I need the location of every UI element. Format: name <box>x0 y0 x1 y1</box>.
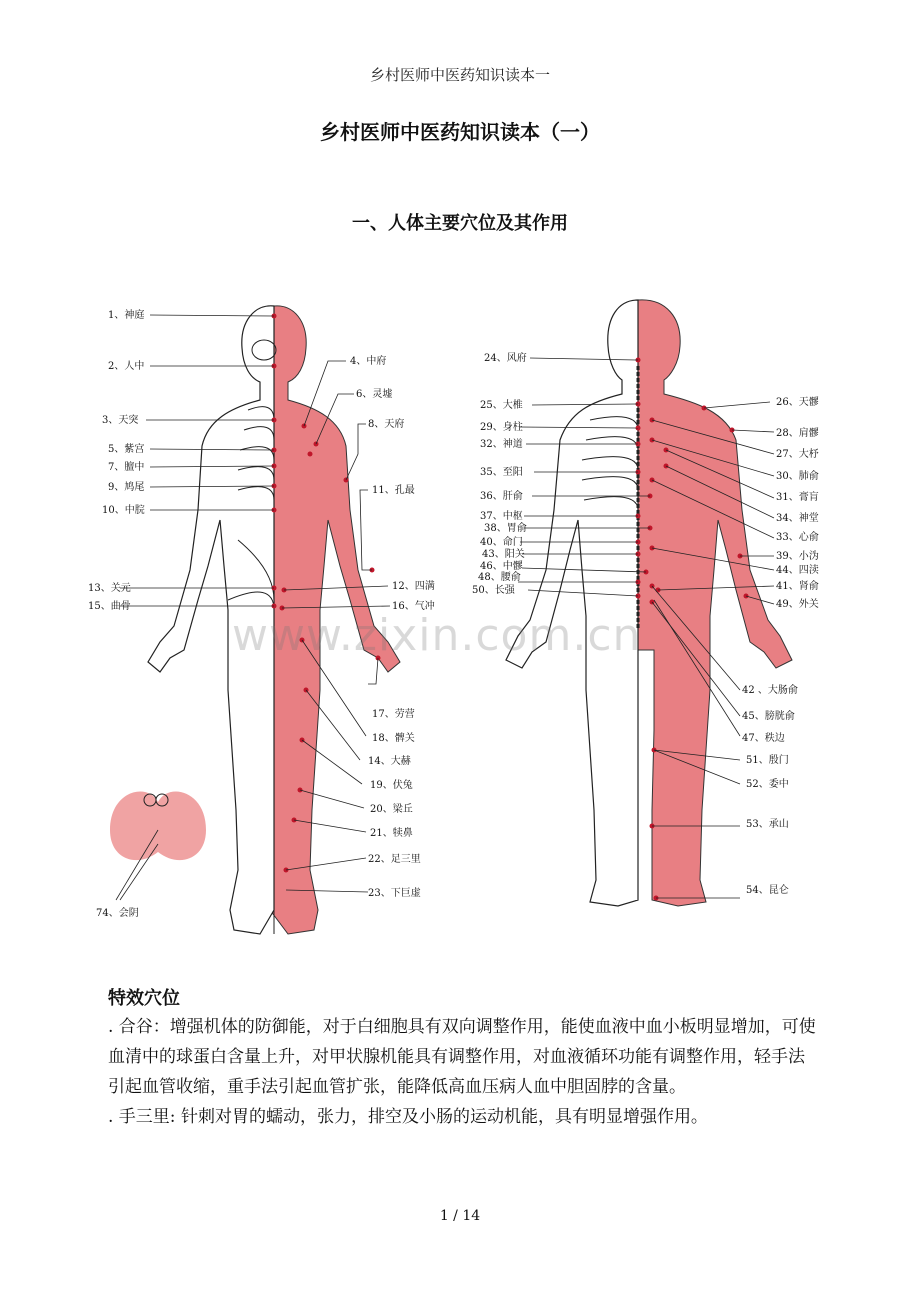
back-label: 50、长强 <box>472 585 515 596</box>
back-label: 54、昆仑 <box>746 885 789 896</box>
back-label: 40、命门 <box>480 537 523 548</box>
back-label: 42 、大肠俞 <box>742 685 798 696</box>
front-label: 5、紫宫 <box>108 444 145 455</box>
front-label: 2、人中 <box>108 361 145 372</box>
back-label: 24、风府 <box>484 353 527 364</box>
watermark: www.zixin.com.cn <box>232 610 642 661</box>
back-label: 36、肝俞 <box>480 491 523 502</box>
back-label: 30、肺俞 <box>776 471 819 482</box>
front-label: 12、四满 <box>392 581 435 592</box>
back-label: 47、秩边 <box>742 733 785 744</box>
back-label: 25、大椎 <box>480 400 523 411</box>
back-acupoint-figure <box>470 270 838 946</box>
back-label: 26、天髎 <box>776 397 819 408</box>
front-label: 19、伏兔 <box>370 780 413 791</box>
front-label: 10、中脘 <box>102 505 145 516</box>
back-label: 37、中枢 <box>480 511 523 522</box>
back-label: 38、胃俞 <box>484 523 527 534</box>
back-label: 34、神堂 <box>776 513 819 524</box>
back-label: 41、肾俞 <box>776 581 819 592</box>
front-label: 8、天府 <box>368 419 405 430</box>
back-label: 33、心俞 <box>776 532 819 543</box>
front-label: 4、中府 <box>350 356 387 367</box>
back-label: 51、殷门 <box>746 755 789 766</box>
back-label: 52、委中 <box>746 779 789 790</box>
special-points-heading: 特效穴位 <box>108 988 180 1009</box>
front-label: 16、气冲 <box>392 601 435 612</box>
back-label: 45、膀胱俞 <box>742 711 795 722</box>
back-label: 49、外关 <box>776 599 819 610</box>
front-label: 17、劳营 <box>372 709 415 720</box>
document-title: 乡村医师中医药知识读本（一） <box>320 120 600 144</box>
back-label: 43、阳关 <box>482 549 525 560</box>
back-label: 28、肩髎 <box>776 428 819 439</box>
front-inset-label: 74、会阴 <box>96 908 139 919</box>
front-label: 11、孔最 <box>372 485 415 496</box>
special-points-body <box>108 1012 816 1132</box>
back-body-diagram <box>470 270 838 946</box>
front-label: 22、足三里 <box>368 854 421 865</box>
running-header: 乡村医师中医药知识读本一 <box>369 66 550 84</box>
back-label: 29、身柱 <box>480 422 523 433</box>
back-label: 32、神道 <box>480 439 523 450</box>
back-label: 53、承山 <box>746 819 789 830</box>
paragraph-hegu: . 合谷：增强机体的防御能，对于白细胞具有双向调整作用，能使血液中血小板明显增加，可使血清中的球蛋白含量上升，对甲状腺机能具有调整作用，对血液循环功能有调整作用，轻手法引起血管收缩，重手法引起血管扩张，能降低高血压病人血中胆固脖的含量。 <box>108 1017 816 1097</box>
front-label: 7、膻中 <box>108 462 145 473</box>
front-label: 6、灵墟 <box>356 389 393 400</box>
front-label: 15、曲骨 <box>88 601 131 612</box>
front-label: 1、神庭 <box>108 310 145 321</box>
front-label: 23、下巨虚 <box>368 888 421 899</box>
front-label: 14、大赫 <box>368 756 411 767</box>
front-label: 21、犊鼻 <box>370 828 413 839</box>
back-label: 48、腰俞 <box>478 572 521 583</box>
back-label: 39、小沩 <box>776 551 819 562</box>
section-title: 一、人体主要穴位及其作用 <box>352 213 568 234</box>
back-label: 27、大杼 <box>776 449 819 460</box>
back-label: 46、中髎 <box>480 561 523 572</box>
back-label: 44、四渎 <box>776 565 819 576</box>
page-number: 1 / 14 <box>439 1208 481 1224</box>
back-label: 35、至阳 <box>480 467 523 478</box>
front-label: 3、天突 <box>102 415 139 426</box>
front-label: 18、髀关 <box>372 733 415 744</box>
front-label: 9、鸠尾 <box>108 482 145 493</box>
paragraph-shousanli: . 手三里: 针刺对胃的蠕动，张力，排空及小肠的运动机能，具有明显增强作用。 <box>108 1107 708 1127</box>
back-label: 31、膏肓 <box>776 492 819 503</box>
front-label: 20、梁丘 <box>370 804 413 815</box>
front-label: 13、关元 <box>88 583 131 594</box>
